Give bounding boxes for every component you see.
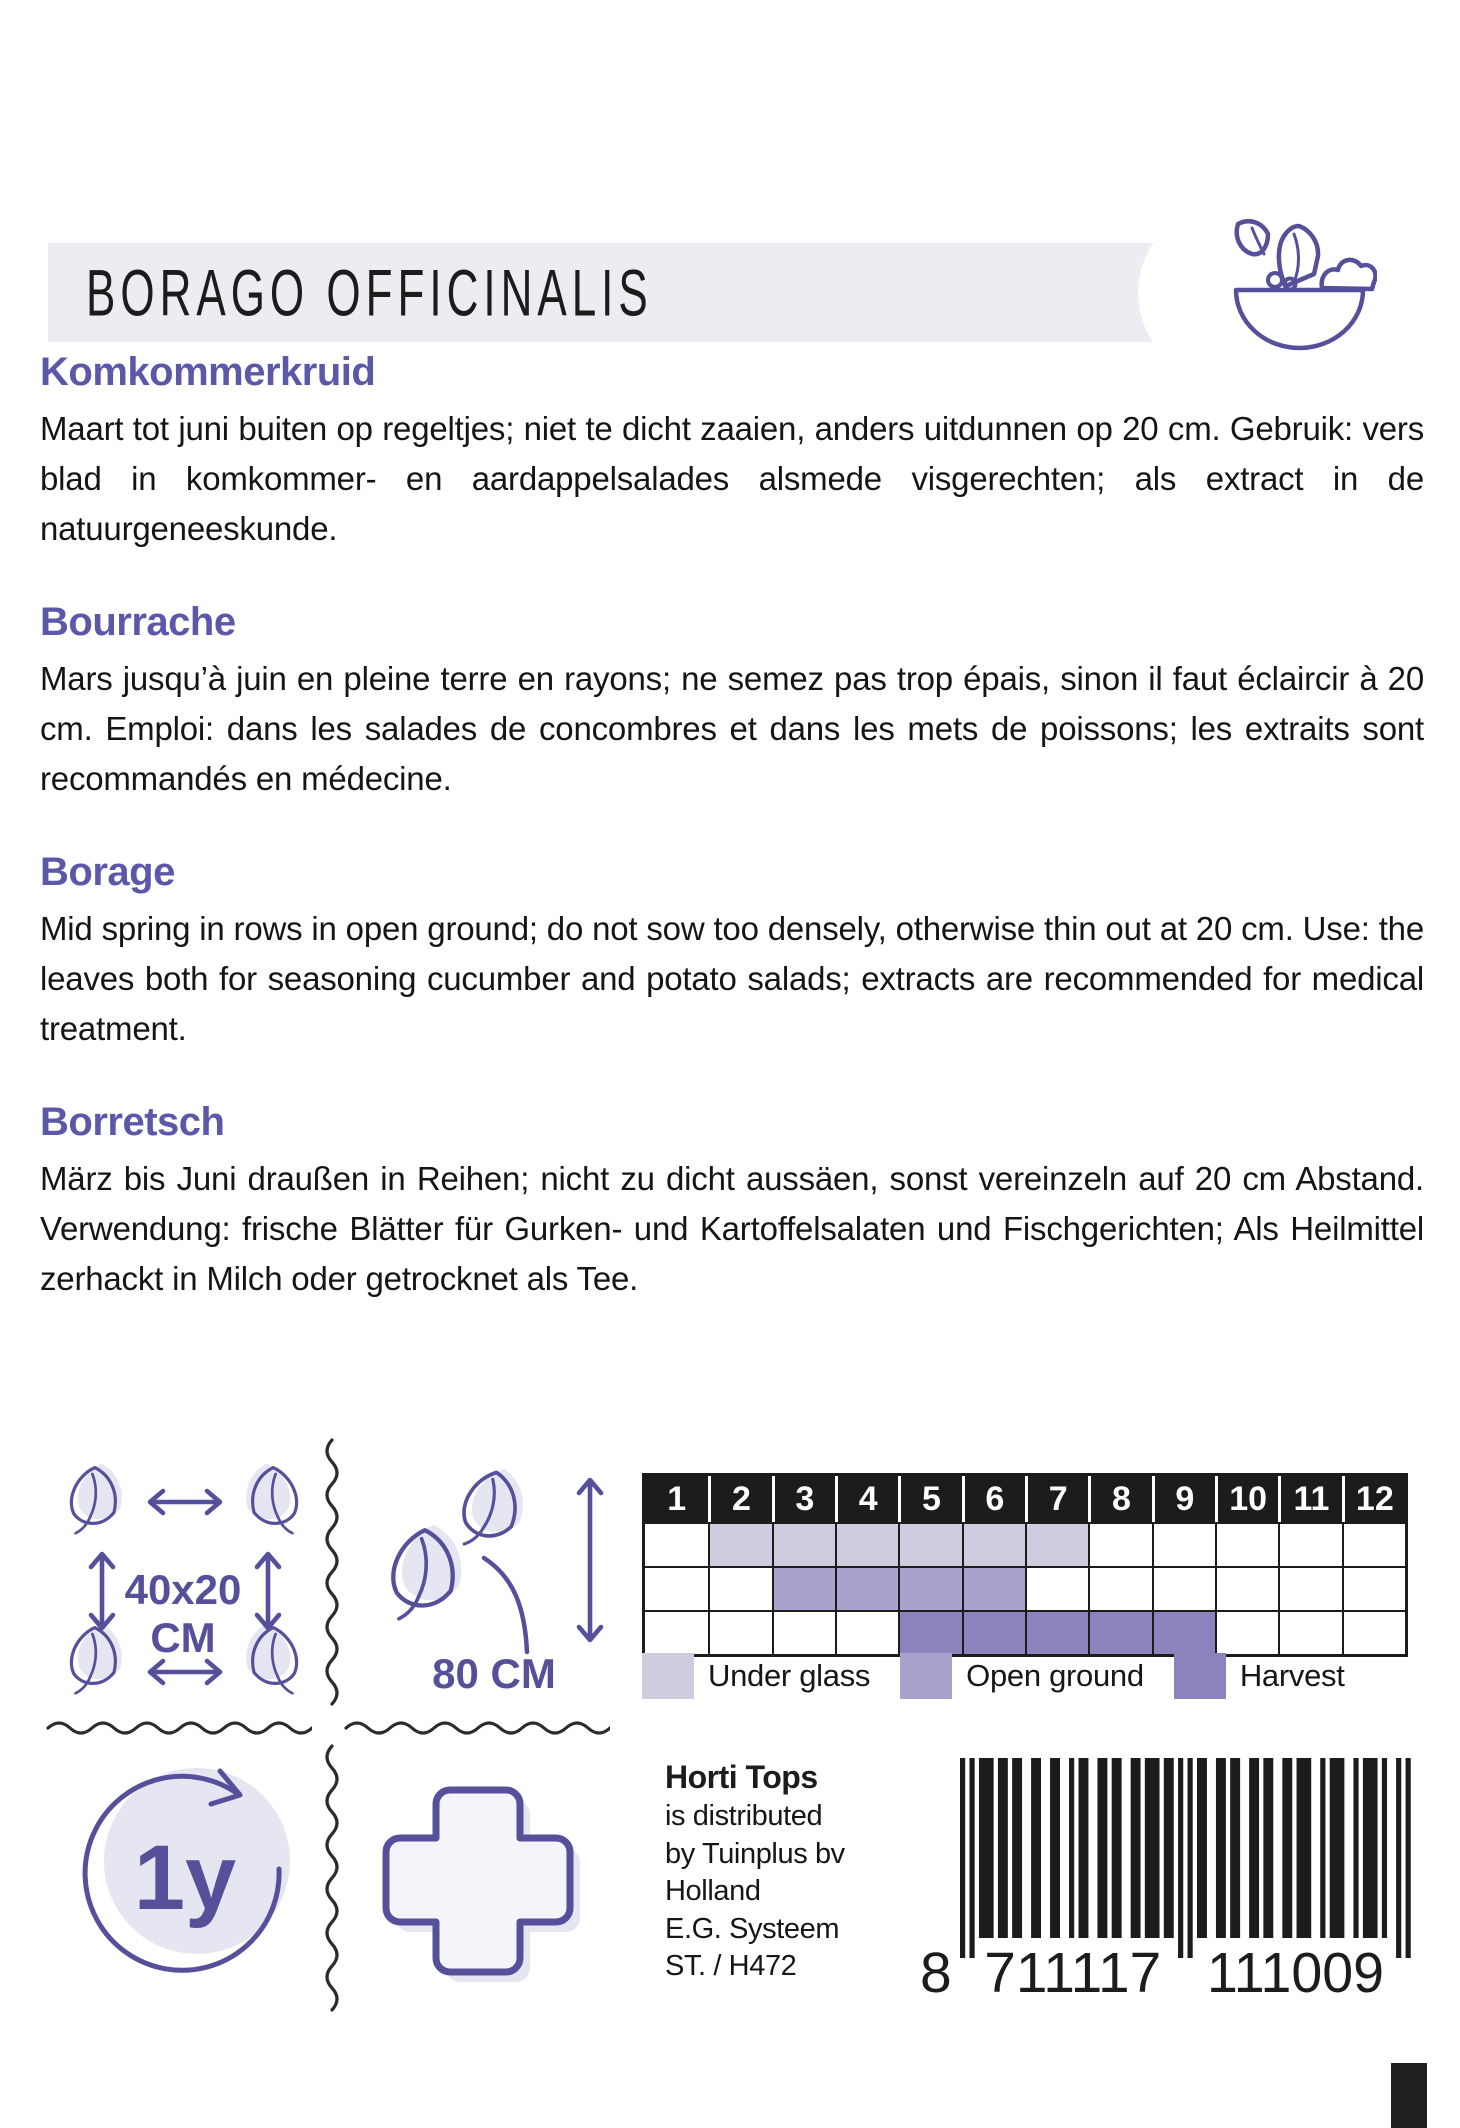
calendar-cell-month-1 <box>645 1610 708 1654</box>
legend-swatch <box>1174 1653 1226 1699</box>
barcode-bar <box>979 1758 984 1938</box>
distributor-line: by Tuinplus bv <box>665 1837 845 1870</box>
barcode-bar <box>1235 1758 1240 1938</box>
barcode-bar <box>1135 1758 1140 1938</box>
calendar-legend <box>642 1653 1422 1699</box>
calendar-row-open-ground <box>645 1566 1405 1610</box>
section-body-english: Mid spring in rows in open ground; do not sow too densely, otherwise thin out at 20 cm. Use: the leaves both for seasoning cucumber and potato salads; extracts are recommended for medical treatment. <box>40 910 1424 1047</box>
calendar-cell-month-2 <box>708 1566 771 1610</box>
calendar-header-row <box>645 1476 1405 1522</box>
calendar-cell-month-7 <box>1025 1610 1088 1654</box>
section-french <box>40 598 1424 804</box>
barcode-bar <box>960 1758 965 1958</box>
calendar-cell-month-12 <box>1342 1522 1405 1566</box>
calendar-cell-month-7 <box>1025 1522 1088 1566</box>
calendar-cell-month-11 <box>1278 1566 1341 1610</box>
calendar-month-header: 6 <box>962 1476 1025 1522</box>
description-sections <box>40 348 1424 1348</box>
calendar-month-header: 1 <box>645 1476 708 1522</box>
calendar-month-header: 12 <box>1342 1476 1405 1522</box>
calendar-row-harvest <box>645 1610 1405 1654</box>
barcode <box>918 1754 1418 2002</box>
height-arrow <box>579 1480 601 1640</box>
section-body-french: Mars jusqu’à juin en pleine terre en rayons; ne semez pas trop épais, sinon il faut éclaircir à 20 cm. Emploi: dans les salades de concombres et dans les mets de poissons; les extraits sont recommandés en médecine. <box>40 660 1424 797</box>
distributor-line: is distributed <box>665 1800 823 1832</box>
wavy-divider-vertical-bottom <box>324 1744 340 2012</box>
calendar-cell-month-8 <box>1088 1566 1151 1610</box>
barcode-bar <box>1012 1758 1017 1938</box>
barcode-bar <box>1102 1758 1107 1938</box>
barcode-bar <box>1363 1758 1368 1938</box>
barcode-bar <box>1050 1758 1055 1938</box>
barcode-digit-first: 8 <box>920 1941 952 2002</box>
barcode-bar <box>1372 1758 1377 1938</box>
calendar-cell-month-10 <box>1215 1566 1278 1610</box>
barcode-bar <box>969 1758 974 1958</box>
barcode-bar <box>1406 1758 1411 1958</box>
calendar-month-header: 11 <box>1278 1476 1341 1522</box>
horizontal-spacing-arrow-bottom <box>150 1661 220 1683</box>
calendar-cell-month-12 <box>1342 1610 1405 1654</box>
distributor-line: ST. / H472 <box>665 1950 797 1982</box>
calendar-cell-month-6 <box>962 1566 1025 1610</box>
barcode-bar <box>1282 1758 1287 1938</box>
barcode-bar <box>1031 1758 1036 1938</box>
barcode-bar <box>1178 1758 1183 1958</box>
section-heading-dutch: Komkommerkruid <box>40 350 376 394</box>
calendar-cell-month-6 <box>962 1610 1025 1654</box>
section-body-dutch: Maart tot juni buiten op regeltjes; niet te dicht zaaien, anders uitdunnen op 20 cm. Gebruik: vers blad in komkommer- en aardappelsalades alsmede visgerechten; als extract in de natuurgeneeskunde. <box>40 410 1424 547</box>
barcode-bar <box>1116 1758 1121 1938</box>
barcode-bar <box>1368 1758 1373 1938</box>
calendar-cell-month-8 <box>1088 1522 1151 1566</box>
barcode-bar <box>1216 1758 1221 1938</box>
distributor-name: Horti Tops <box>665 1759 818 1795</box>
calendar-cell-month-2 <box>708 1610 771 1654</box>
calendar-month-header: 10 <box>1215 1476 1278 1522</box>
legend-swatch <box>900 1653 952 1699</box>
barcode-bar <box>1297 1758 1302 1938</box>
legend-label: Harvest <box>1239 1658 1345 1693</box>
barcode-bar <box>1079 1758 1084 1938</box>
section-english <box>40 848 1424 1054</box>
sowing-calendar <box>642 1473 1408 1657</box>
barcode-bar <box>1154 1758 1159 1938</box>
legend-label: Open ground <box>966 1658 1144 1693</box>
calendar-cell-month-10 <box>1215 1610 1278 1654</box>
calendar-cell-month-7 <box>1025 1566 1088 1610</box>
calendar-month-header: 3 <box>772 1476 835 1522</box>
barcode-bar <box>984 1758 989 1938</box>
plant-height-label: 80 CM <box>432 1650 556 1697</box>
barcode-bar <box>1334 1758 1339 1938</box>
calendar-cell-month-1 <box>645 1522 708 1566</box>
calendar-month-header: 9 <box>1152 1476 1215 1522</box>
section-heading-german: Borretsch <box>40 1100 225 1144</box>
calendar-cell-month-2 <box>708 1522 771 1566</box>
barcode-bar <box>1164 1758 1169 1938</box>
calendar-month-header: 4 <box>835 1476 898 1522</box>
legend-item-under-glass <box>642 1653 870 1699</box>
calendar-cell-month-4 <box>835 1610 898 1654</box>
section-heading-english: Borage <box>40 850 175 894</box>
calendar-cell-month-6 <box>962 1522 1025 1566</box>
barcode-bar <box>1131 1758 1136 1938</box>
calendar-cell-month-5 <box>898 1610 961 1654</box>
spacing-unit: CM <box>150 1614 216 1661</box>
latin-name-title: BORAGO OFFICINALIS <box>86 257 653 331</box>
legend-item-open-ground <box>900 1653 1144 1699</box>
section-heading-french: Bourrache <box>40 600 236 644</box>
barcode-bar <box>998 1758 1003 1938</box>
barcode-bar <box>1353 1758 1358 1938</box>
barcode-bar <box>1145 1758 1150 1938</box>
barcode-bar <box>1112 1758 1117 1938</box>
section-dutch <box>40 348 1424 554</box>
barcode-bar <box>1017 1758 1022 1938</box>
legend-swatch <box>642 1653 694 1699</box>
distributor-line: Holland <box>665 1875 761 1907</box>
barcode-bar <box>1263 1758 1268 1938</box>
calendar-cell-month-4 <box>835 1522 898 1566</box>
barcode-bar <box>1003 1758 1008 1938</box>
spacing-value-label <box>58 1566 308 1662</box>
barcode-bar <box>1036 1758 1041 1938</box>
annual-cycle-label: 1y <box>133 1827 237 1929</box>
horizontal-spacing-arrow-top <box>150 1491 220 1513</box>
barcode-bar <box>1055 1758 1060 1938</box>
calendar-cell-month-12 <box>1342 1566 1405 1610</box>
wavy-divider-horizontal-right <box>344 1720 610 1736</box>
barcode-bar <box>1221 1758 1226 1938</box>
barcode-bar <box>1249 1758 1254 1938</box>
calendar-cell-month-4 <box>835 1566 898 1610</box>
barcode-bar <box>1396 1758 1401 1958</box>
barcode-bar <box>1320 1758 1325 1938</box>
barcode-bar <box>1301 1758 1306 1938</box>
legend-label: Under glass <box>708 1658 871 1693</box>
calendar-month-header: 7 <box>1025 1476 1088 1522</box>
barcode-bar <box>1188 1758 1193 1958</box>
barcode-bar <box>988 1758 993 1938</box>
calendar-month-header: 8 <box>1088 1476 1151 1522</box>
calendar-cell-month-8 <box>1088 1610 1151 1654</box>
calendar-body <box>645 1522 1405 1654</box>
legend-item-harvest <box>1174 1653 1345 1699</box>
calendar-cell-month-9 <box>1152 1610 1215 1654</box>
distributor-line: E.G. Systeem <box>665 1912 840 1945</box>
wavy-divider-vertical-top <box>324 1438 340 1710</box>
calendar-cell-month-11 <box>1278 1610 1341 1654</box>
barcode-digits-right: 111009 <box>1207 1941 1385 2002</box>
calendar-cell-month-5 <box>898 1566 961 1610</box>
barcode-digits-left: 711117 <box>984 1941 1162 2002</box>
calendar-cell-month-5 <box>898 1522 961 1566</box>
barcode-bar <box>1169 1758 1174 1938</box>
barcode-bar <box>1306 1758 1311 1938</box>
barcode-bar <box>1069 1758 1074 1938</box>
calendar-cell-month-3 <box>772 1566 835 1610</box>
barcode-bar <box>1197 1758 1202 1938</box>
distributor-info <box>665 1758 915 1986</box>
calendar-row-under-glass <box>645 1522 1405 1566</box>
barcode-bar <box>1254 1758 1259 1938</box>
barcode-bar <box>1202 1758 1207 1938</box>
calendar-cell-month-3 <box>772 1522 835 1566</box>
barcode-bar <box>1230 1758 1235 1938</box>
calendar-cell-month-3 <box>772 1610 835 1654</box>
barcode-bar <box>1287 1758 1292 1938</box>
barcode-bar <box>1330 1758 1335 1938</box>
barcode-bar <box>1339 1758 1344 1938</box>
barcode-bar <box>1097 1758 1102 1938</box>
calendar-cell-month-10 <box>1215 1522 1278 1566</box>
calendar-cell-month-9 <box>1152 1522 1215 1566</box>
barcode-bar <box>1150 1758 1155 1938</box>
salad-bowl-icon <box>1222 212 1377 362</box>
barcode-bar <box>1083 1758 1088 1938</box>
barcode-bar <box>1268 1758 1273 1938</box>
print-corner-mark <box>1391 2063 1427 2128</box>
calendar-cell-month-11 <box>1278 1522 1341 1566</box>
calendar-cell-month-9 <box>1152 1566 1215 1610</box>
calendar-cell-month-1 <box>645 1566 708 1610</box>
calendar-month-header: 2 <box>708 1476 771 1522</box>
section-german <box>40 1098 1424 1304</box>
section-body-german: März bis Juni draußen in Reihen; nicht zu dicht aussäen, sonst vereinzeln auf 20 cm Abstand. Verwendung: frische Blätter für Gurken- und Kartoffelsalaten und Fischgerichten; Als Heilmittel zerhackt in Milch oder getrocknet als Tee. <box>40 1160 1424 1297</box>
plant-height-icon <box>372 1460 616 1660</box>
medicinal-cross-icon <box>378 1780 588 1990</box>
calendar-month-header: 5 <box>898 1476 961 1522</box>
wavy-divider-horizontal-left <box>46 1720 312 1736</box>
spacing-value: 40x20 <box>124 1566 242 1613</box>
barcode-bar <box>1382 1758 1387 1938</box>
